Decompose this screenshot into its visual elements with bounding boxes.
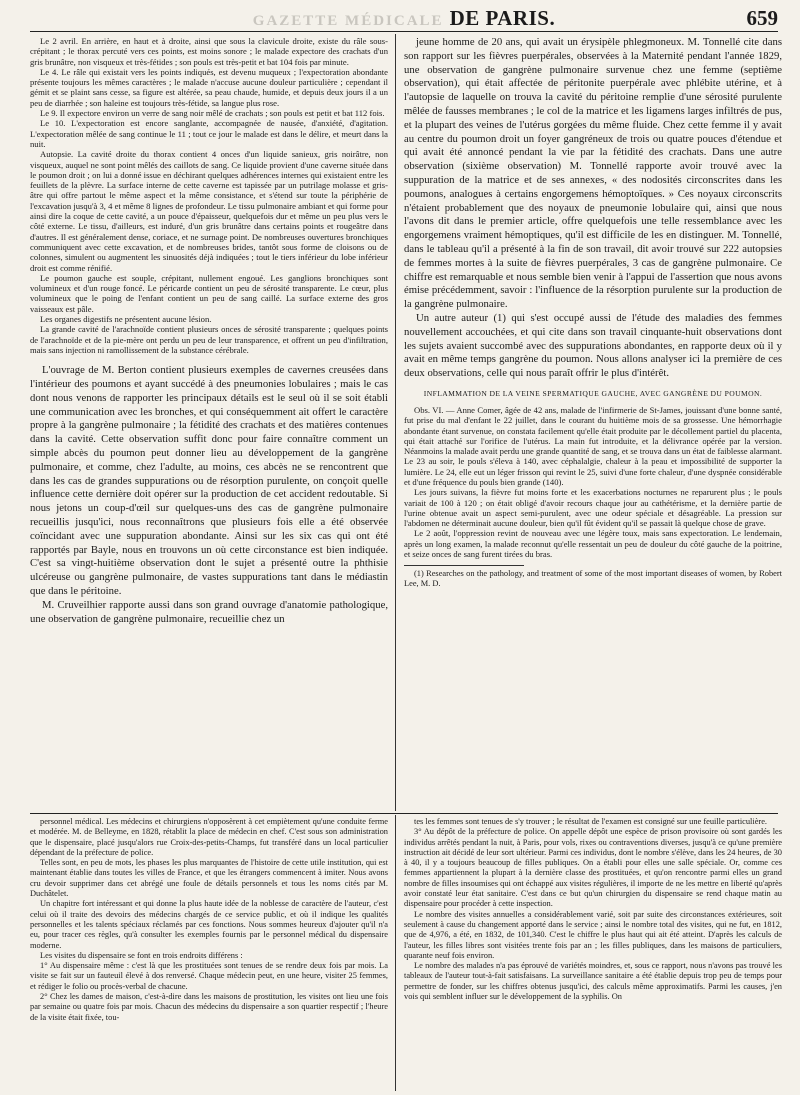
right-column bbox=[404, 36, 782, 589]
commentary-continued bbox=[404, 36, 782, 381]
paragraph: 2° Chez les dames de maison, c'est-à-dire dans les maisons de prostitution, les visites ont lieu une fois par semaine ou quatre fois par mois. Chacun des médecins du dispensaire a son quartier respectif ; l'heure de la visite était fixée, tou- bbox=[30, 992, 388, 1022]
paragraph: L'ouvrage de M. Berton contient plusieurs exemples de cavernes creusées dans l'intérieur des poumons et ayant succédé à des pneumonies lobulaires ; mais le cas dont nous venons de rapporter les principaux détails est le seul où il se soit établi une communication avec les bronches, et qui conséquemment ait offert le caractère propre à la gangrène pulmonaire ; la fétidité des crachats et des matières contenues dans la cavité. Cette observation suffit donc pour faire connaître comment un simple abcès du poumon peut donner lieu au développement de la gangrène pulmonaire, et comme, chez l'adulte, au moins, ces abcès ne se rencontrent que dans les cas de grandes suppurations ou de résorption purulente, on conçoit quelle influence cette dernière doit opérer sur la production de cet accident redoutable. Si nous jetons un coup-d'œil sur quelques-uns des cas de gangrène pulmonaire recueillis jusqu'ici, nous reconnaîtrons que plusieurs fois elle a été observée coïncidant avec une suppuration abondante. Ainsi sur les six cas qui ont été rapportés par Bayle, nous en trouvons un où cette circonstance est bien indiquée. C'est sa vingt-huitième observation dont le sujet a présenté outre la phthisie ulcéreuse ou gangrène pulmonaire, de vastes suppurations tant dans le médiastin que dans le péritoine. bbox=[30, 364, 388, 597]
feuilleton-rule bbox=[30, 813, 778, 814]
clinical-case-notes bbox=[30, 36, 388, 355]
bottom-right-column bbox=[404, 817, 782, 1002]
paragraph: Telles sont, en peu de mots, les phases les plus marquantes de l'histoire de cette utile institution, qui est maintenant établie dans toutes les villes de France, et que les étrangers commencent à imiter. Nous avons cru devoir supprimer dans cet abrégé une foule de détails personnels et tous les noms cités par M. Duchâtelet. bbox=[30, 858, 388, 899]
column-divider-bottom bbox=[395, 815, 396, 1091]
paragraph: M. Cruveilhier rapporte aussi dans son grand ouvrage d'anatomie pathologique, une observation de gangrène pulmonaire, recueillie chez un bbox=[30, 598, 388, 625]
paragraph: Les organes digestifs ne présentent aucune lésion. bbox=[40, 314, 212, 325]
section-heading: INFLAMMATION DE LA VEINE SPERMATIQUE GAUCHE, AVEC GANGRÈNE DU POUMON. bbox=[423, 388, 763, 398]
paragraph: Autopsie. La cavité droite du thorax contient 4 onces d'un liquide sanieux, gris noirâtre, non visqueux, auquel ne sont point mêlés des caillots de sang. Ce liquide provient d'une caverne située dans le poumon droit ; on lui a donné issue en déchirant quelques adhérences internes qui existaient entre les feuillets de la plèvre. La surface interne de cette caverne est tapissée par un putrilage molasse et gris-âtre qui offre partout le même aspect et la même consistance, et s'étend sur toute la périphérie de l'excavation jusqu'à 3, 4 et même 8 lignes de profondeur. Le tissu pulmonaire ambiant et qui forme pour ainsi dire la coque de cette cavité, a un pouce d'épaisseur, quelquefois dur et même un peu plus vers le côté externe. Le tissu, d'ailleurs, est induré, d'un gris brunâtre dans certains points et rougeâtre dans d'autres. Il est généralement dense, coriace, et ne surnage point. De nombreuses ouvertures bronchiques communiquent avec cette excavation, et de nombreuses brides, tantôt sous forme de cloisons ou de colonnes, simulent ou augmentent les sinuosités déjà indiquées ; tout le tiers inférieur du lobe inférieur droit est comme rénifié. bbox=[30, 149, 388, 273]
paragraph: jeune homme de 20 ans, qui avait un érysipèle phlegmoneux. M. Tonnellé cite dans son rapport sur les fièvres puerpérales, observées à la Maternité pendant l'année 1829, une observation de gangrène pulmonaire survenue chez une femme (septième observation), qui était affectée de péritonite puerpérale avec phlébite utérine, et à l'autopsie de laquelle on trouva la cavité du péritoine remplie d'une sérosité purulente mêlée de fausses membranes ; le col de la matrice et les ligamens larges infiltrés de pus, et la plupart des veines de l'utérus gorgées du même fluide. Chez cette femme il y avait au centre du poumon droit un foyer gangréneux de trois ou quatre pouces d'étendue et qui avait été annoncé pendant la vie par la fétidité des crachats. Dans une autre observation (sixième observation) M. Tonnellé rapporte avoir trouvé avec la suppuration de la matrice et de ses annexes, « des nodosités circonscrites dans les poumons, analogues à certains engorgemens hémoptoïques. » Ces noyaux circonscrits n'étaient probablement que des noyaux de pneumonie lobulaire qui, ainsi que nous l'avons dit dans le premier article, offre quelquefois une telle ressemblance avec les engorgemens vraiment hémoptiques, qu'il est difficile de les en distinguer. M. Tonnellé, dans le tableau qu'il a présenté à la fin de son travail, dit avoir trouvé sur 222 autopsies de femmes mortes à la suite de fièvres puerpérales, 3 cas de gangrène pulmonaire. Ce chiffre est remarquable et nous semble bien venir à l'appui de l'assertion que nous avons émise précédemment, savoir : l'influence de la résorption purulente sur la production de la gangrène pulmonaire. bbox=[404, 36, 782, 311]
paragraph: Le nombre des malades n'a pas éprouvé de variétés moindres, et, sous ce rapport, nous n'avons pas trouvé les tableaux de l'auteur tout-à-fait satisfaisans. La surveillance sanitaire a été établie depuis trop peu de temps pour permettre de fonder, sur les chiffres obtenus jusqu'ici, des calculs même approximatifs. Parmi les causes, j'en vois qui semblent influer sur le développement de la syphilis. On bbox=[404, 961, 782, 1002]
masthead bbox=[30, 6, 778, 31]
paragraph: Un autre auteur (1) qui s'est occupé aussi de l'étude des maladies des femmes nouvellement accouchées, et qui cite dans son travail cinquante-huit observations dont les sujets avaient succombé avec des suppurations abondantes, en rapporte deux où il y avait en même temps gangrène du poumon. Nous allons analyser ici la première de ces deux observations, celle qui nous paraît offrir le plus d'intérêt. bbox=[404, 311, 782, 380]
paragraph: tes les femmes sont tenues de s'y trouver ; le résultat de l'examen est consigné sur une feuille particulière. bbox=[414, 817, 768, 826]
paragraph: Un chapitre fort intéressant et qui donne la plus haute idée de la noblesse de caractère de l'auteur, c'est celui où il traite des devoirs des médecins chargés de ce service public, et où il indique les qualités personnelles et les talents spéciaux réclamés par ces fonctions. Nous sommes heureux d'ajouter qu'il n'a eu, pour tracer ces règles, qu'à consulter les exemples fournis par le personnel médical du dispensaire moderne. bbox=[30, 899, 388, 950]
paragraph: Obs. VI. — Anne Comer, âgée de 42 ans, malade de l'infirmerie de St-James, jouissant d'une bonne santé, fut prise du mal d'enfant le 22 juillet, dans le courant du huitième mois de sa grossesse. Une hémorrhagie abondante étant survenue, on constata facilement qu'elle était produite par le décollement partiel du placenta, qui était attaché sur l'orifice de l'utérus. La main fut introduite, et la délivrance opérée par la version. Néanmoins la malade avait perdu une grande quantité de sang, et se trouva dans un état de faiblesse alarmant. Le 23 au soir, le pouls s'éleva à 140, avec céphalalgie, chaleur à la peau et impossibilité de supporter la lumière. Le 24, elle eut un léger frisson qui revint le 25, suivi d'une forte chaleur, d'une dyspnée considérable et d'une fréquence du pouls bien grande (140). bbox=[404, 404, 782, 487]
paragraph: Le nombre des visites annuelles a considérablement varié, soit par suite des circonstances extérieures, soit seulement à cause du changement apporté dans le service ; ainsi le nombre total des visites, qui ne fut, en 1812, que de 4,976, a été, en 1832, de 101,340. C'est le chiffre le plus haut qui ait été atteint. D'après les calculs de l'auteur, les filles libres sont visitées trente fois par an ; les filles publiques, dans les maisons de particuliers, quarante neuf fois environ. bbox=[404, 909, 782, 960]
page-header bbox=[30, 6, 778, 30]
paragraph: Le 4. Le râle qui existait vers les points indiqués, est devenu muqueux ; l'expectoration abondante présente toujours les mêmes caractères ; le malade n'accuse aucune douleur particulière ; cependant il gémit et se plaint sans cesse, sa figure est altérée, sa peau chaude, humide, et depuis deux jours il a un peu de diarrhée ; son haleine est toujours très-fétide, sa langue plus rose. bbox=[30, 66, 388, 108]
masthead-title: DE PARIS. bbox=[449, 6, 556, 30]
footnote-rule bbox=[404, 565, 524, 566]
footnote-text: (1) Researches on the pathology, and treatment of some of the most important diseases of women, by Robert Lee, M. D. bbox=[404, 569, 782, 589]
footnote bbox=[404, 569, 782, 589]
paragraph: Les jours suivans, la fièvre fut moins forte et les exacerbations nocturnes ne reparurent plus ; le pouls variait de 100 à 120 ; on était obligé d'avoir recours chaque jour au cathétérisme, et la dernière partie de l'urine obtenue avait un aspect semi-purulent, avec une odeur spéciale et désagréable. La pression sur l'abdomen ne déterminait aucune douleur, bien qu'il fût évident qu'il se passait là quelque chose de grave. bbox=[404, 487, 782, 529]
paragraph: Les visites du dispensaire se font en trois endroits différens : bbox=[40, 950, 243, 960]
paragraph: La grande cavité de l'arachnoïde contient plusieurs onces de sérosité transparente ; quelques points de l'arachnoïde et de la pie-mère ont perdu un peu de leur transparence, et offrent un peu d'infiltration, mais sans injection ni ramollissement de la substance cérébrale. bbox=[30, 324, 388, 355]
masthead-faded-text: GAZETTE MÉDICALE bbox=[252, 13, 444, 29]
paragraph: Le 9. Il expectore environ un verre de sang noir mêlé de crachats ; son pouls est petit et bat 112 fois. bbox=[40, 108, 385, 119]
column-divider bbox=[395, 34, 396, 811]
commentary-text bbox=[30, 364, 388, 626]
paragraph: Le 10. L'expectoration est encore sanglante, accompagnée de nausée, d'anxiété, d'agitation. L'expectoration mêlée de sang continue le 11 ; tout ce jour le malade est dans le délire, et meurt dans la nuit. bbox=[30, 118, 388, 149]
paragraph: Le 2 avril. En arrière, en haut et à droite, ainsi que sous la clavicule droite, existe du râle sous-crépitant ; le thorax percuté vers ces points, est moins sonore ; le malade expectore des crachats d'un gris brunâtre, non visqueux et très-fétides ; son pouls est très-petit et bat 104 fois par minute. bbox=[30, 36, 388, 67]
left-column bbox=[30, 36, 388, 626]
paragraph: Le poumon gauche est souple, crépitant, nullement engoué. Les ganglions bronchiques sont volumineux et d'un rouge foncé. Le péricarde contient un peu de sérosité transparente. Le cœur, plus volumineux que le poing de l'enfant contient un peu de sang caillé. La surface externe des gros vaisseaux est pâle. bbox=[30, 272, 388, 314]
paragraph: Le 2 août, l'oppression revint de nouveau avec une légère toux, mais sans expectoration. Le lendemain, après un long examen, la malade reconnut qu'elle ressentait un peu de douleur du côté gauche de la poitrine, et seize onces de sang furent tirées du bras. bbox=[404, 528, 782, 560]
paragraph: 1° Au dispensaire même : c'est là que les prostituées sont tenues de se rendre deux fois par mois. La visite se fait sur un fauteuil élevé à dos renversé. Chaque médecin peut, en une heure, visiter 25 femmes, et rédiger le folio ou procès-verbal de chacune. bbox=[30, 961, 388, 991]
bottom-left-column bbox=[30, 817, 388, 1023]
header-rule bbox=[30, 31, 778, 32]
observation-vi bbox=[404, 405, 782, 559]
paragraph: 3° Au dépôt de la préfecture de police. On appelle dépôt une espèce de prison provisoire où sont gardés les individus arrêtés pendant la nuit, à Paris, pour vols, rixes ou contraventions diverses, jusqu'à ce qu'une première instruction ait décidé de leur sort ultérieur. Parmi ces individus, dont le nombre s'élève, dans les 24 heures, de 30 à 40, il y a toujours beaucoup de filles publiques. On a établi pour elles une salle spéciale. Or, comme ces femmes appartiennent la plupart à la dernière classe des prostituées, et qu'on rencontre parmi elles un grand nombre de filles insoumises qui ont échappé aux visites régulières, il importe de ne les mettre en liberté qu'après avoir constaté leur état sanitaire. C'est dans ce but qu'un chirurgien du dispensaire se rend chaque matin au dispensaire pour procéder à cette inspection. bbox=[404, 827, 782, 909]
paragraph: personnel médical. Les médecins et chirurgiens n'opposèrent à cet empiètement qu'une conduite ferme et modérée. M. de Belleyme, en 1828, rétablit la place de médecin en chef. C'est sous son administration que le dispensaire, placé jusqu'alors rue Croix-des-petits-Champs, fut transféré dans un local particulier dépendant de la préfecture de police. bbox=[30, 817, 388, 857]
page-number: 659 bbox=[746, 6, 778, 30]
